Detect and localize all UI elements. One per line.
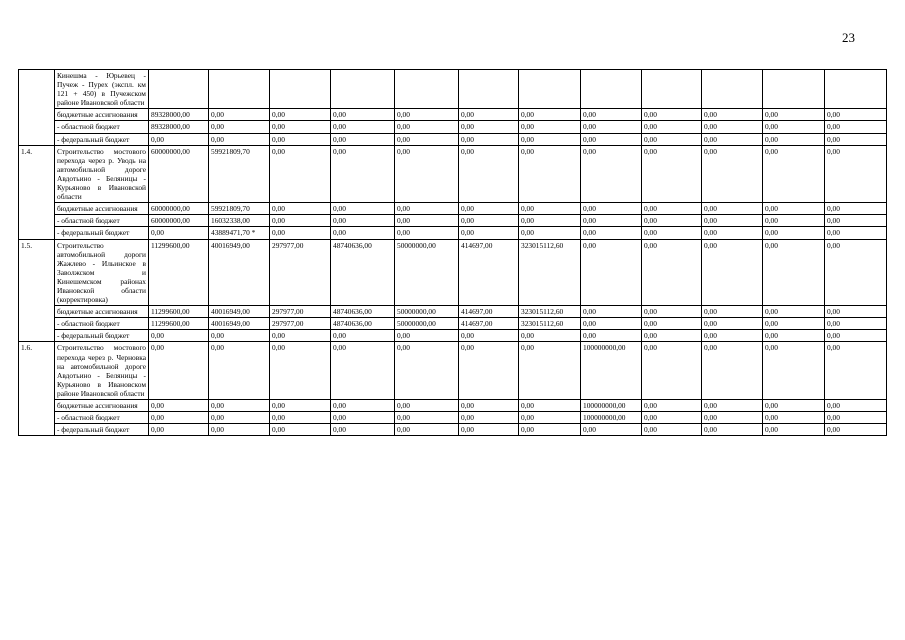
value-cell: 0,00 (581, 318, 642, 330)
value-cell: 0,00 (702, 227, 763, 239)
value-cell: 0,00 (763, 412, 825, 424)
page-number: 23 (842, 30, 855, 45)
value-cell: 0,00 (763, 133, 825, 145)
table-row (19, 318, 887, 330)
value-cell: 0,00 (642, 424, 702, 436)
value-cell: 0,00 (270, 424, 331, 436)
row-label: - областной бюджет (55, 215, 149, 227)
value-cell: 0,00 (270, 342, 331, 400)
value-cell: 0,00 (459, 330, 519, 342)
table-row (19, 306, 887, 318)
item-title: Кинешма - Юрьевец - Пучеж - Пурех (экспл. км 121 + 450) в Пучежском районе Ивановской области (55, 70, 149, 109)
value-cell: 0,00 (209, 133, 270, 145)
value-cell: 89328000,00 (149, 109, 209, 121)
value-cell: 0,00 (459, 400, 519, 412)
value-cell: 0,00 (270, 121, 331, 133)
value-cell: 48740636,00 (331, 306, 395, 318)
value-cell: 0,00 (825, 400, 887, 412)
value-cell: 0,00 (581, 215, 642, 227)
value-cell: 0,00 (459, 145, 519, 203)
value-cell: 0,00 (395, 424, 459, 436)
item-title: Строительство мостового перехода через р. Уводь на автомобильной дороге Авдотьино - Беляницы - Курьяново в Ивановской области (55, 145, 149, 203)
value-cell: 0,00 (270, 412, 331, 424)
value-cell: 11299600,00 (149, 239, 209, 306)
value-cell: 0,00 (702, 306, 763, 318)
value-cell: 297977,00 (270, 306, 331, 318)
value-cell: 0,00 (519, 145, 581, 203)
table-row (19, 342, 887, 400)
value-cell: 0,00 (642, 145, 702, 203)
value-cell: 0,00 (763, 203, 825, 215)
value-cell: 0,00 (209, 400, 270, 412)
value-cell: 0,00 (825, 318, 887, 330)
value-cell: 0,00 (642, 400, 702, 412)
value-cell: 323015112,60 (519, 318, 581, 330)
value-cell: 0,00 (702, 412, 763, 424)
value-cell: 0,00 (642, 121, 702, 133)
value-cell: 0,00 (209, 121, 270, 133)
value-cell: 0,00 (642, 318, 702, 330)
value-cell: 0,00 (581, 121, 642, 133)
value-cell: 0,00 (581, 109, 642, 121)
table-row (19, 424, 887, 436)
value-cell (702, 70, 763, 109)
value-cell: 0,00 (702, 215, 763, 227)
value-cell: 0,00 (702, 424, 763, 436)
value-cell: 0,00 (270, 215, 331, 227)
value-cell (209, 70, 270, 109)
value-cell: 0,00 (519, 121, 581, 133)
value-cell: 0,00 (149, 424, 209, 436)
value-cell: 0,00 (763, 318, 825, 330)
value-cell: 0,00 (702, 318, 763, 330)
value-cell: 50000000,00 (395, 306, 459, 318)
value-cell: 0,00 (395, 330, 459, 342)
table-row (19, 109, 887, 121)
value-cell: 0,00 (702, 342, 763, 400)
value-cell: 40016949,00 (209, 318, 270, 330)
value-cell: 0,00 (395, 121, 459, 133)
value-cell: 0,00 (270, 133, 331, 145)
value-cell: 0,00 (459, 342, 519, 400)
value-cell: 414697,00 (459, 239, 519, 306)
value-cell: 0,00 (459, 109, 519, 121)
budget-table (18, 69, 887, 436)
row-label: - областной бюджет (55, 318, 149, 330)
value-cell: 0,00 (395, 227, 459, 239)
value-cell: 0,00 (702, 203, 763, 215)
table-row (19, 121, 887, 133)
value-cell (825, 70, 887, 109)
value-cell: 0,00 (763, 145, 825, 203)
value-cell: 323015112,60 (519, 239, 581, 306)
value-cell: 0,00 (702, 330, 763, 342)
row-label: - областной бюджет (55, 121, 149, 133)
value-cell (270, 70, 331, 109)
value-cell: 40016949,00 (209, 239, 270, 306)
row-label: - федеральный бюджет (55, 227, 149, 239)
value-cell: 89328000,00 (149, 121, 209, 133)
row-label: - областной бюджет (55, 412, 149, 424)
table-row (19, 70, 887, 109)
value-cell: 0,00 (149, 330, 209, 342)
value-cell: 59921809,70 (209, 203, 270, 215)
value-cell: 16032338,00 (209, 215, 270, 227)
item-code: 1.4. (19, 145, 55, 239)
value-cell: 0,00 (149, 133, 209, 145)
value-cell: 0,00 (519, 342, 581, 400)
value-cell: 297977,00 (270, 318, 331, 330)
value-cell: 0,00 (581, 203, 642, 215)
value-cell: 0,00 (763, 109, 825, 121)
value-cell: 0,00 (825, 133, 887, 145)
value-cell: 48740636,00 (331, 239, 395, 306)
value-cell: 0,00 (763, 306, 825, 318)
item-title: Строительство мостового перехода через р. Черновка на автомобильной дороге Авдотьино - Беляницы - Курьяново в Ивановском районе Ивановской области (55, 342, 149, 400)
value-cell: 0,00 (331, 109, 395, 121)
value-cell: 0,00 (149, 342, 209, 400)
value-cell: 0,00 (331, 227, 395, 239)
value-cell: 323015112,60 (519, 306, 581, 318)
value-cell (519, 70, 581, 109)
value-cell: 0,00 (581, 239, 642, 306)
value-cell: 0,00 (395, 342, 459, 400)
value-cell: 0,00 (459, 215, 519, 227)
value-cell: 0,00 (763, 121, 825, 133)
value-cell: 0,00 (642, 412, 702, 424)
value-cell: 0,00 (581, 227, 642, 239)
value-cell: 48740636,00 (331, 318, 395, 330)
value-cell: 0,00 (763, 342, 825, 400)
value-cell: 0,00 (825, 239, 887, 306)
value-cell: 0,00 (581, 330, 642, 342)
value-cell: 0,00 (642, 227, 702, 239)
value-cell (149, 70, 209, 109)
value-cell: 0,00 (459, 203, 519, 215)
value-cell: 100000000,00 (581, 412, 642, 424)
value-cell: 0,00 (331, 203, 395, 215)
value-cell: 0,00 (395, 412, 459, 424)
table-row (19, 412, 887, 424)
value-cell: 297977,00 (270, 239, 331, 306)
value-cell: 0,00 (519, 215, 581, 227)
value-cell: 11299600,00 (149, 318, 209, 330)
value-cell: 0,00 (581, 424, 642, 436)
value-cell: 100000000,00 (581, 400, 642, 412)
value-cell: 0,00 (331, 412, 395, 424)
item-title: Строительство автомобильной дороги Жажлево - Ильинское в Заволжском и Кинешемском районах Ивановской области (корректировка) (55, 239, 149, 306)
value-cell: 0,00 (270, 400, 331, 412)
value-cell: 0,00 (331, 342, 395, 400)
table-row (19, 239, 887, 306)
value-cell: 0,00 (581, 306, 642, 318)
value-cell (581, 70, 642, 109)
value-cell: 0,00 (149, 227, 209, 239)
value-cell: 0,00 (763, 424, 825, 436)
value-cell: 0,00 (763, 400, 825, 412)
value-cell: 0,00 (519, 203, 581, 215)
value-cell: 0,00 (395, 400, 459, 412)
value-cell: 0,00 (331, 215, 395, 227)
value-cell: 60000000,00 (149, 203, 209, 215)
table-body (19, 70, 887, 436)
value-cell (331, 70, 395, 109)
value-cell: 414697,00 (459, 318, 519, 330)
value-cell: 0,00 (519, 412, 581, 424)
value-cell: 0,00 (209, 342, 270, 400)
value-cell: 0,00 (581, 133, 642, 145)
value-cell: 0,00 (331, 330, 395, 342)
value-cell: 0,00 (519, 424, 581, 436)
value-cell: 0,00 (825, 342, 887, 400)
value-cell: 60000000,00 (149, 215, 209, 227)
value-cell: 0,00 (270, 330, 331, 342)
value-cell: 59921809,70 (209, 145, 270, 203)
value-cell: 0,00 (459, 227, 519, 239)
value-cell: 0,00 (149, 412, 209, 424)
value-cell (642, 70, 702, 109)
row-label: - федеральный бюджет (55, 133, 149, 145)
value-cell: 0,00 (331, 145, 395, 203)
value-cell: 0,00 (331, 133, 395, 145)
value-cell: 0,00 (209, 330, 270, 342)
item-code: 1.5. (19, 239, 55, 342)
table-row (19, 203, 887, 215)
value-cell: 0,00 (763, 239, 825, 306)
value-cell: 0,00 (642, 342, 702, 400)
table-row (19, 215, 887, 227)
value-cell: 0,00 (331, 424, 395, 436)
value-cell: 0,00 (825, 203, 887, 215)
value-cell: 0,00 (270, 227, 331, 239)
row-label: бюджетные ассигнования (55, 203, 149, 215)
value-cell: 11299600,00 (149, 306, 209, 318)
value-cell: 0,00 (702, 145, 763, 203)
value-cell: 0,00 (642, 330, 702, 342)
row-label: - федеральный бюджет (55, 330, 149, 342)
value-cell: 43889471,70 * (209, 227, 270, 239)
value-cell: 0,00 (702, 239, 763, 306)
table-row (19, 133, 887, 145)
value-cell: 0,00 (519, 133, 581, 145)
value-cell: 0,00 (642, 306, 702, 318)
value-cell: 40016949,00 (209, 306, 270, 318)
value-cell: 50000000,00 (395, 318, 459, 330)
value-cell: 0,00 (763, 215, 825, 227)
value-cell: 0,00 (702, 109, 763, 121)
value-cell: 0,00 (459, 412, 519, 424)
value-cell: 0,00 (395, 109, 459, 121)
value-cell: 0,00 (331, 400, 395, 412)
row-label: бюджетные ассигнования (55, 109, 149, 121)
value-cell: 0,00 (519, 109, 581, 121)
value-cell: 60000000,00 (149, 145, 209, 203)
value-cell: 0,00 (519, 227, 581, 239)
value-cell (459, 70, 519, 109)
row-label: бюджетные ассигнования (55, 400, 149, 412)
item-code (19, 70, 55, 146)
value-cell: 0,00 (642, 109, 702, 121)
value-cell: 0,00 (270, 203, 331, 215)
value-cell: 50000000,00 (395, 239, 459, 306)
value-cell: 0,00 (825, 330, 887, 342)
value-cell (395, 70, 459, 109)
value-cell: 0,00 (209, 424, 270, 436)
value-cell: 0,00 (581, 145, 642, 203)
value-cell: 0,00 (763, 330, 825, 342)
value-cell: 0,00 (702, 121, 763, 133)
value-cell: 0,00 (702, 133, 763, 145)
value-cell: 0,00 (825, 215, 887, 227)
value-cell: 0,00 (642, 203, 702, 215)
item-code: 1.6. (19, 342, 55, 436)
value-cell: 0,00 (825, 424, 887, 436)
value-cell: 0,00 (519, 400, 581, 412)
table-row (19, 400, 887, 412)
value-cell: 0,00 (763, 227, 825, 239)
value-cell: 0,00 (459, 121, 519, 133)
value-cell: 0,00 (825, 306, 887, 318)
value-cell: 0,00 (825, 227, 887, 239)
value-cell: 0,00 (209, 109, 270, 121)
value-cell: 0,00 (331, 121, 395, 133)
value-cell: 0,00 (270, 145, 331, 203)
value-cell: 0,00 (395, 145, 459, 203)
value-cell: 0,00 (825, 121, 887, 133)
value-cell: 0,00 (642, 133, 702, 145)
value-cell: 0,00 (459, 424, 519, 436)
value-cell: 0,00 (825, 109, 887, 121)
value-cell: 0,00 (642, 215, 702, 227)
table-row (19, 145, 887, 203)
value-cell: 0,00 (395, 215, 459, 227)
value-cell: 0,00 (825, 412, 887, 424)
row-label: - федеральный бюджет (55, 424, 149, 436)
value-cell: 0,00 (209, 412, 270, 424)
value-cell: 0,00 (270, 109, 331, 121)
row-label: бюджетные ассигнования (55, 306, 149, 318)
value-cell: 0,00 (395, 203, 459, 215)
value-cell: 0,00 (395, 133, 459, 145)
value-cell: 0,00 (459, 133, 519, 145)
value-cell (763, 70, 825, 109)
value-cell: 0,00 (519, 330, 581, 342)
value-cell: 0,00 (702, 400, 763, 412)
value-cell: 100000000,00 (581, 342, 642, 400)
table-row (19, 330, 887, 342)
table-row (19, 227, 887, 239)
value-cell: 0,00 (642, 239, 702, 306)
value-cell: 0,00 (825, 145, 887, 203)
value-cell: 414697,00 (459, 306, 519, 318)
value-cell: 0,00 (149, 400, 209, 412)
